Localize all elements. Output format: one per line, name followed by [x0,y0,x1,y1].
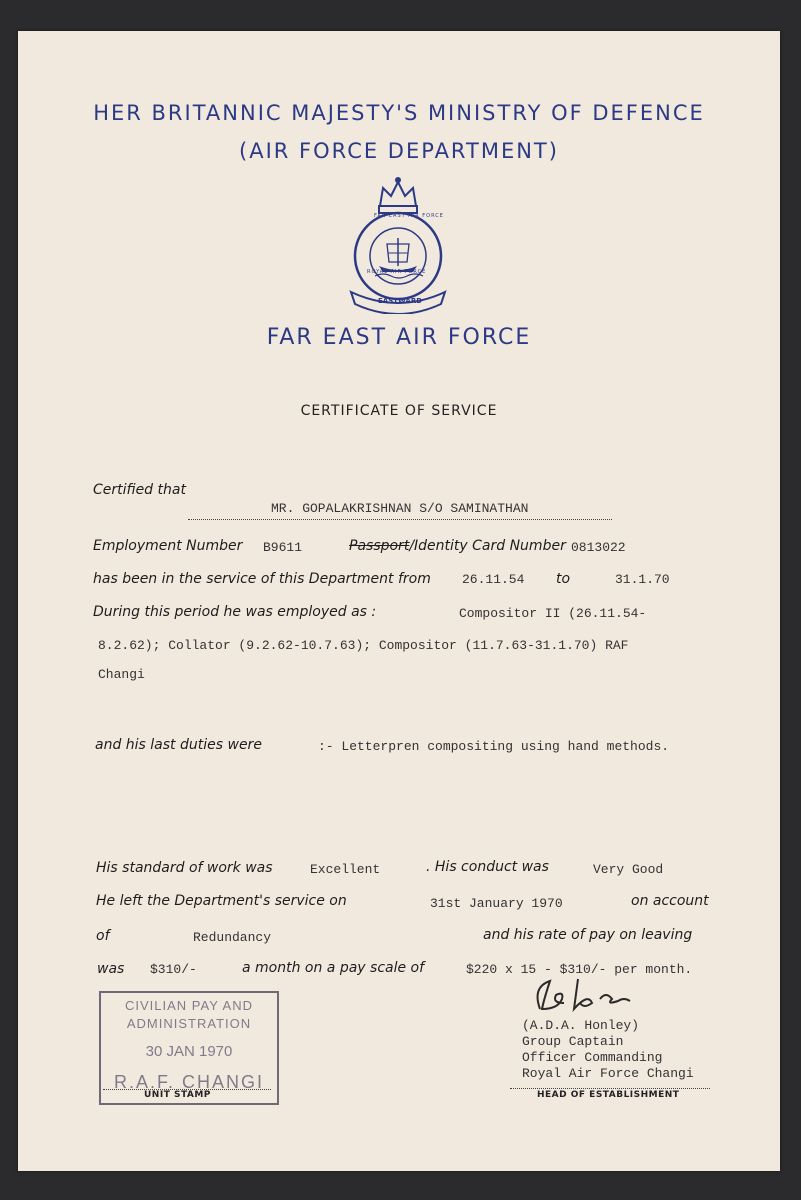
crest-top-text: FAR EAST AIR FORCE [374,213,444,219]
employee-name: MR. GOPALAKRISHNAN S/O SAMINATHAN [271,501,529,516]
of-label: of [96,928,110,944]
employed-as-line-3: Changi [98,667,145,682]
monthly-pay: $310/- [150,962,197,977]
service-to-date: 31.1.70 [615,572,670,587]
signatory-unit: Royal Air Force Changi [522,1066,694,1081]
head-of-establishment-caption: HEAD OF ESTABLISHMENT [537,1090,680,1100]
rate-label: and his rate of pay on leaving [483,927,693,943]
conduct-label: . His conduct was [426,859,549,875]
stamp-line-2: ADMINISTRATION [126,1016,252,1031]
signature-dotted-line [510,1088,710,1089]
id-label [349,538,566,554]
left-service-date: 31st January 1970 [430,896,563,911]
name-dotted-line [188,519,612,520]
stamp-line-3: R.A.F. CHANGI [113,1072,264,1092]
id-card-label: /Identity Card Number [409,538,566,554]
duties-value: :- Letterpren compositing using hand methods. [318,739,670,754]
unit-stamp-caption: UNIT STAMP [144,1090,211,1100]
standard-value: Excellent [310,862,381,877]
duties-label: and his last duties were [95,737,262,753]
department-heading: (AIR FORCE DEPARTMENT) [239,139,559,163]
crest-motto: EASTWARD [378,297,423,305]
service-from-date: 26.11.54 [462,572,525,587]
leaving-reason: Redundancy [193,930,272,945]
stamp-line-1: CIVILIAN PAY AND [125,998,253,1013]
pay-scale: $220 x 15 - $310/- per month. [466,962,693,977]
passport-struck: Passport [349,538,410,554]
pay-scale-label: a month on a pay scale of [242,960,425,976]
service-label: has been in the service of this Department from [93,571,431,587]
employed-as-line-2: 8.2.62); Collator (9.2.62-10.7.63); Compositor (11.7.63-31.1.70) RAF [98,638,629,653]
on-account-label: on account [631,893,709,909]
certified-label: Certified that [93,482,186,498]
crest-ring-text: ROYAL AIR FORCE [367,269,427,275]
to-label: to [556,571,571,587]
period-label: During this period he was employed as : [93,604,377,620]
id-number: 0813022 [571,540,626,555]
conduct-value: Very Good [593,862,664,877]
was-label: was [97,961,125,977]
signatory-rank: Group Captain [522,1034,624,1049]
certificate-title: CERTIFICATE OF SERVICE [300,403,498,419]
employment-number: B9611 [263,540,303,555]
signatory-name: (A.D.A. Honley) [522,1018,640,1033]
far-east-air-force-crest-icon [343,174,453,314]
employed-as-line-1: Compositor II (26.11.54- [459,606,647,621]
left-service-label: He left the Department's service on [96,893,347,909]
certificate-page [18,31,780,1171]
stamp-date: 30 JAN 1970 [145,1043,233,1060]
employment-label: Employment Number [93,538,243,554]
signatory-role: Officer Commanding [522,1050,663,1065]
standard-label: His standard of work was [96,860,273,876]
handwritten-signature [528,969,638,1019]
ministry-heading: HER BRITANNIC MAJESTY'S MINISTRY OF DEFENCE [93,101,705,125]
unit-stamp [99,991,279,1105]
unit-heading: FAR EAST AIR FORCE [266,325,532,350]
